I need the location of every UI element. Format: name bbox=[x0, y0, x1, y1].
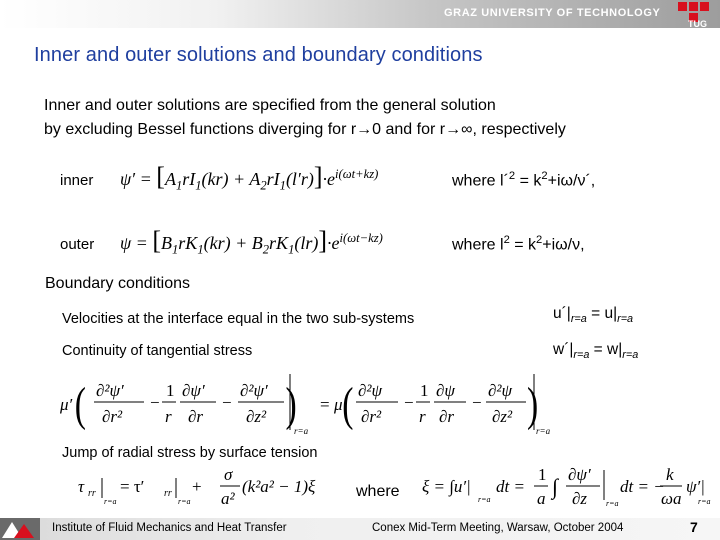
jump-paren: (k²a² − 1)ξ bbox=[242, 477, 316, 496]
tau: τ bbox=[78, 477, 85, 496]
frac1-den: ∂r² bbox=[102, 407, 123, 426]
minus-1: − bbox=[150, 393, 160, 412]
frac6-den: r bbox=[419, 407, 426, 426]
logo-text: TUG bbox=[688, 19, 707, 28]
equals: = bbox=[320, 395, 330, 414]
inner-where-prefix: where l´ bbox=[452, 172, 509, 190]
outer-sub-2: 2 bbox=[262, 242, 270, 257]
dz-den: ∂z bbox=[572, 489, 588, 508]
institute-logo-icon bbox=[0, 518, 40, 540]
plus: + bbox=[192, 477, 202, 496]
mu-prime: μ′ bbox=[60, 395, 73, 414]
outer-where: where $l^2 = k^2+i\omega/\nu$, bbox=[452, 234, 585, 254]
footer-institute: Institute of Fluid Mechanics and Heat Transfer bbox=[52, 522, 287, 534]
inner-where-rest: +iω/ν´, bbox=[547, 172, 596, 190]
outer-coef-b2: B bbox=[251, 233, 263, 253]
page-number: 7 bbox=[690, 519, 698, 535]
frac3-den: ∂r bbox=[188, 407, 204, 426]
tangential-eq-sub2: r=a bbox=[622, 349, 639, 362]
tau-prime-bar-sub: r=a bbox=[178, 497, 191, 506]
inner-kr: (kr) + bbox=[201, 169, 250, 189]
tangential-stress-equation bbox=[58, 370, 558, 440]
xi-dt: dt = bbox=[496, 477, 525, 496]
outer-sub-k1: 1 bbox=[197, 242, 204, 257]
header-bar bbox=[0, 0, 720, 28]
a-squared: a² bbox=[221, 489, 235, 508]
condition-velocity: Velocities at the interface equal in the two sub-systems bbox=[62, 311, 415, 327]
mu: μ bbox=[334, 395, 343, 414]
inner-sub-1: 1 bbox=[175, 178, 183, 193]
inner-sub-2: 2 bbox=[260, 178, 267, 193]
dpsi-bar-sub: r=a bbox=[606, 499, 619, 508]
outer-lhs: ψ = bbox=[120, 233, 153, 253]
outer-sub-1: 1 bbox=[172, 242, 179, 257]
outer-coef-b1: B bbox=[161, 233, 172, 253]
psi-final-sub: r=a bbox=[698, 497, 711, 506]
velocity-eq-sub1: r=a bbox=[570, 313, 587, 326]
dt-minus: dt = − bbox=[620, 477, 665, 496]
condition-tangential: Continuity of tangential stress bbox=[62, 343, 253, 359]
outer-exp: e bbox=[331, 233, 340, 253]
outer-exp-sup: i(ωt−kz) bbox=[339, 231, 383, 245]
tangential-eq-sub1: r=a bbox=[573, 349, 590, 362]
inner-ri: rI bbox=[182, 169, 196, 189]
jump-text: Jump of radial stress by surface tension bbox=[62, 445, 318, 461]
tau-eq: = τ′ bbox=[120, 477, 145, 496]
minus-3: − bbox=[404, 393, 414, 412]
tangential-sub-2: r=a bbox=[536, 426, 551, 436]
outer-label: outer bbox=[60, 236, 95, 253]
frac7-num: ∂ψ bbox=[436, 381, 455, 400]
inner-where-mid: = k bbox=[515, 172, 542, 190]
inner-exp: e bbox=[327, 169, 336, 189]
xi-def: ξ = ∫u′| bbox=[422, 477, 471, 496]
boundary-heading: Boundary conditions bbox=[45, 275, 190, 292]
tangential-sub-1: r=a bbox=[294, 426, 309, 436]
intro-line-2: by excluding Bessel functions diverging for r→0 and for r→∞, respectively bbox=[44, 121, 566, 138]
psi-final: ψ′| bbox=[686, 477, 705, 496]
paren-close-2: ) bbox=[527, 377, 539, 431]
inner-sub-i1: 1 bbox=[195, 178, 202, 193]
outer-sub-k2: 1 bbox=[288, 242, 295, 257]
omega-a-den: ωa bbox=[661, 489, 682, 508]
paren-close-1: ) bbox=[285, 377, 297, 431]
integral-2: ∫ bbox=[552, 474, 559, 499]
frac7-den: ∂r bbox=[439, 407, 455, 426]
tangential-eq-mid: = w| bbox=[589, 341, 623, 358]
minus-4: − bbox=[472, 393, 482, 412]
intro-text bbox=[44, 94, 566, 142]
velocity-eq-mid: = u| bbox=[586, 305, 618, 322]
tau-sub: rr bbox=[88, 488, 96, 499]
outer-formula: $\psi = [B_1rK_1(kr) + B_2rK_1(lr)]\cdot e^{i(\omega t-kz)}$ bbox=[120, 226, 383, 257]
inner-sub-i2: 1 bbox=[279, 178, 286, 193]
inner-label: inner bbox=[60, 172, 94, 189]
frac-one: 1 bbox=[538, 465, 547, 484]
frac6-num: 1 bbox=[420, 381, 429, 400]
inner-ri2: rI bbox=[266, 169, 280, 189]
tug-logo bbox=[660, 0, 720, 28]
radial-stress-equation bbox=[76, 460, 716, 516]
k-num: k bbox=[666, 465, 674, 484]
university-name: GRAZ UNIVERSITY OF TECHNOLOGY bbox=[444, 7, 661, 19]
dpsi-num: ∂ψ′ bbox=[568, 465, 591, 484]
inner-lr: (l′r) bbox=[285, 169, 314, 189]
minus-2: − bbox=[222, 393, 232, 412]
paren-open-1: ( bbox=[74, 377, 86, 431]
inner-coef-a2: A bbox=[249, 169, 261, 189]
inner-formula: $\psi' = [A_1rI_1(kr) + A_2rI_1(l'r)]\cdot e^{i(\omega t+kz)}$ bbox=[120, 162, 379, 193]
velocity-eq-sub2: r=a bbox=[617, 313, 634, 326]
outer-where-rest: +iω/ν, bbox=[542, 236, 585, 254]
outer-where-prefix: where l bbox=[452, 236, 504, 254]
frac5-num: ∂²ψ bbox=[358, 381, 383, 400]
outer-rk: rK bbox=[178, 233, 198, 253]
outer-lr: (lr) bbox=[294, 233, 319, 253]
tau-prime-sub: rr bbox=[164, 488, 172, 499]
footer-meeting: Conex Mid-Term Meeting, Warsaw, October 2004 bbox=[372, 522, 624, 534]
condition-tangential-eq bbox=[553, 341, 638, 361]
frac8-den: ∂z² bbox=[492, 407, 513, 426]
outer-kr: (kr) + bbox=[203, 233, 252, 253]
xi-sub: r=a bbox=[478, 495, 491, 504]
frac4-num: ∂²ψ′ bbox=[240, 381, 268, 400]
outer-where-mid: = k bbox=[509, 236, 537, 254]
frac5-den: ∂r² bbox=[361, 407, 382, 426]
jump-where: where bbox=[356, 483, 400, 500]
inner-exp-sup: i(ωt+kz) bbox=[335, 167, 379, 181]
frac2-num: 1 bbox=[166, 381, 175, 400]
sigma: σ bbox=[224, 465, 233, 484]
frac4-den: ∂z² bbox=[246, 407, 267, 426]
inner-where: where l´$^2$ = $k^2+i\omega/\nu´$, bbox=[452, 170, 596, 190]
inner-coef-a1: A bbox=[164, 169, 176, 189]
frac-a: a bbox=[537, 489, 546, 508]
paren-open-2: ( bbox=[342, 377, 354, 431]
frac1-num: ∂²ψ′ bbox=[96, 381, 124, 400]
slide-title: Inner and outer solutions and boundary conditions bbox=[34, 44, 483, 66]
inner-lhs: ψ′ = bbox=[120, 169, 157, 189]
outer-rk2: rK bbox=[269, 233, 289, 253]
tangential-eq-lhs: w´| bbox=[553, 341, 574, 358]
velocity-eq-lhs: u´| bbox=[553, 305, 571, 322]
frac8-num: ∂²ψ bbox=[488, 381, 513, 400]
condition-velocity-eq bbox=[553, 305, 633, 325]
tau-bar-sub: r=a bbox=[104, 497, 117, 506]
intro-line-1: Inner and outer solutions are specified from the general solution bbox=[44, 97, 496, 114]
frac3-num: ∂ψ′ bbox=[182, 381, 205, 400]
frac2-den: r bbox=[165, 407, 172, 426]
